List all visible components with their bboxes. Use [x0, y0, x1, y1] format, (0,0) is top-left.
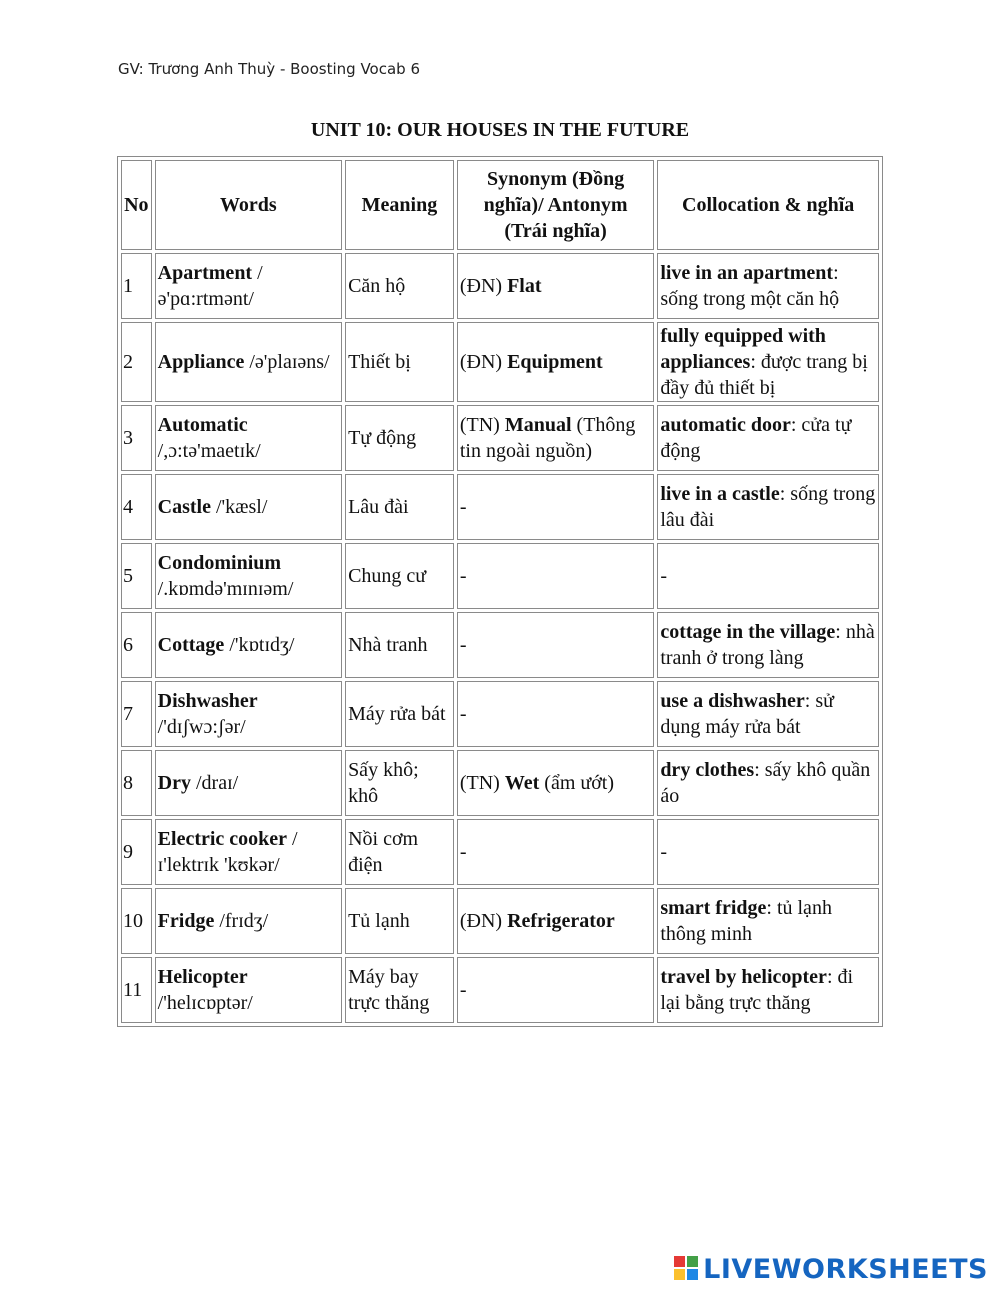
synonym-note: (Thông tin ngoài nguồn) — [459, 414, 636, 462]
collocation-phrase: smart fridge — [660, 897, 767, 919]
synonym-prefix: - — [459, 841, 467, 863]
cell-synonym — [457, 819, 654, 885]
cell-word — [155, 888, 342, 954]
cell-no: 7 — [121, 681, 152, 747]
collocation-meaning: : sấy khô quần áo — [660, 759, 871, 807]
cell-meaning: Lâu đài — [345, 474, 454, 540]
logo-square-yellow — [674, 1269, 685, 1280]
cell-collocation — [657, 612, 879, 678]
table-row — [121, 819, 879, 885]
cell-word — [155, 819, 342, 885]
table-body — [121, 253, 879, 1023]
collocation-meaning: : đi lại bằng trực thăng — [660, 966, 854, 1014]
logo-square-blue — [687, 1269, 698, 1280]
synonym-note: (ẩm ướt) — [539, 772, 615, 794]
cell-no: 8 — [121, 750, 152, 816]
vocabulary-table — [117, 156, 883, 1027]
table-header-row — [121, 160, 879, 250]
word-ipa: /'dɪʃwɔ:ʃər/ — [157, 716, 246, 738]
cell-no: 5 — [121, 543, 152, 609]
table-row — [121, 888, 879, 954]
collocation-phrase: cottage in the village — [660, 621, 836, 643]
page-title: UNIT 10: OUR HOUSES IN THE FUTURE — [310, 119, 690, 141]
header-collocation: Collocation & nghĩa — [657, 160, 879, 250]
word-text: Dry — [157, 772, 191, 794]
collocation-meaning: : nhà tranh ở trong làng — [660, 621, 875, 669]
word-ipa: /ə'pɑ:rtmənt/ — [157, 262, 263, 310]
cell-no: 9 — [121, 819, 152, 885]
word-text: Electric cooker — [157, 828, 288, 850]
word-text: Dishwasher — [157, 690, 258, 712]
collocation-meaning: : cửa tự động — [660, 414, 852, 462]
cell-meaning: Sấy khô; khô — [345, 750, 454, 816]
synonym-prefix: - — [459, 979, 467, 1001]
cell-synonym — [457, 543, 654, 609]
word-text: Helicopter — [157, 966, 248, 988]
collocation-meaning: : sống trong một căn hộ — [660, 262, 840, 310]
synonym-word: Refrigerator — [507, 910, 615, 932]
collocation-meaning: : sống trong lâu đài — [660, 483, 876, 531]
synonym-prefix: - — [459, 703, 467, 725]
cell-collocation — [657, 405, 879, 471]
synonym-word: Manual — [504, 414, 572, 436]
cell-synonym — [457, 405, 654, 471]
word-ipa: /draɪ/ — [191, 772, 239, 794]
table-row — [121, 612, 879, 678]
cell-word — [155, 543, 342, 609]
collocation-meaning: : tủ lạnh thông minh — [660, 897, 832, 945]
page-header: GV: Trương Anh Thuỳ - Boosting Vocab 6 — [118, 60, 420, 78]
cell-synonym — [457, 474, 654, 540]
cell-meaning: Máy rửa bát — [345, 681, 454, 747]
word-text: Cottage — [157, 634, 225, 656]
cell-collocation — [657, 543, 879, 609]
logo-square-red — [674, 1256, 685, 1267]
cell-no: 2 — [121, 322, 152, 402]
cell-word — [155, 681, 342, 747]
collocation-meaning: : sử dụng máy rửa bát — [660, 690, 834, 738]
cell-collocation — [657, 888, 879, 954]
liveworksheets-logo — [674, 1254, 988, 1284]
header-words: Words — [155, 160, 342, 250]
table-row — [121, 474, 879, 540]
logo-text: LIVEWORKSHEETS — [703, 1253, 988, 1285]
cell-word — [155, 405, 342, 471]
cell-no: 6 — [121, 612, 152, 678]
word-ipa: /.kɒmdə'mɪnɪəm/ — [157, 578, 294, 600]
cell-synonym — [457, 612, 654, 678]
table-row — [121, 681, 879, 747]
collocation-phrase: use a dishwasher — [660, 690, 805, 712]
table-row — [121, 405, 879, 471]
word-ipa: /ɪ'lektrɪk 'kʊkər/ — [157, 828, 298, 876]
synonym-prefix: (ĐN) — [459, 351, 508, 373]
cell-word — [155, 612, 342, 678]
cell-synonym — [457, 957, 654, 1023]
cell-meaning: Tự động — [345, 405, 454, 471]
cell-synonym — [457, 888, 654, 954]
cell-collocation — [657, 681, 879, 747]
cell-synonym — [457, 750, 654, 816]
collocation-phrase: fully equipped with appliances — [660, 325, 826, 373]
collocation-phrase: live in an apartment — [660, 262, 834, 284]
table-row — [121, 957, 879, 1023]
synonym-prefix: - — [459, 565, 467, 587]
collocation-phrase: automatic door — [660, 414, 791, 436]
word-ipa: /'kæsl/ — [211, 496, 268, 518]
cell-no: 4 — [121, 474, 152, 540]
word-text: Fridge — [157, 910, 215, 932]
cell-word — [155, 253, 342, 319]
synonym-prefix: (TN) — [459, 772, 505, 794]
word-ipa: /'helɪcɒptər/ — [157, 992, 253, 1014]
cell-word — [155, 750, 342, 816]
word-text: Appliance — [157, 351, 245, 373]
cell-meaning: Nồi cơm điện — [345, 819, 454, 885]
cell-synonym — [457, 322, 654, 402]
header-no: No — [121, 160, 152, 250]
word-text: Condominium — [157, 552, 282, 574]
cell-no: 3 — [121, 405, 152, 471]
collocation-phrase: dry clothes — [660, 759, 755, 781]
cell-collocation — [657, 957, 879, 1023]
cell-meaning: Máy bay trực thăng — [345, 957, 454, 1023]
collocation-phrase: live in a castle — [660, 483, 780, 505]
table-row — [121, 750, 879, 816]
cell-collocation — [657, 819, 879, 885]
cell-word — [155, 474, 342, 540]
cell-meaning: Căn hộ — [345, 253, 454, 319]
synonym-prefix: (ĐN) — [459, 910, 508, 932]
cell-synonym — [457, 253, 654, 319]
word-text: Apartment — [157, 262, 253, 284]
collocation-phrase: travel by helicopter — [660, 966, 827, 988]
synonym-prefix: (ĐN) — [459, 275, 508, 297]
word-text: Automatic — [157, 414, 248, 436]
word-text: Castle — [157, 496, 211, 518]
cell-meaning: Chung cư — [345, 543, 454, 609]
cell-meaning: Nhà tranh — [345, 612, 454, 678]
word-ipa: /ə'plaɪəns/ — [244, 351, 330, 373]
synonym-prefix: (TN) — [459, 414, 505, 436]
cell-collocation — [657, 253, 879, 319]
word-ipa: /frɪdʒ/ — [214, 910, 269, 932]
table-row — [121, 543, 879, 609]
cell-collocation — [657, 750, 879, 816]
synonym-word: Flat — [507, 275, 542, 297]
collocation-meaning: - — [660, 841, 667, 863]
cell-collocation — [657, 474, 879, 540]
synonym-word: Wet — [504, 772, 540, 794]
cell-no: 11 — [121, 957, 152, 1023]
cell-word — [155, 322, 342, 402]
cell-no: 10 — [121, 888, 152, 954]
synonym-word: Equipment — [507, 351, 603, 373]
word-ipa: /'kɒtɪdʒ/ — [224, 634, 295, 656]
cell-collocation — [657, 322, 879, 402]
cell-word — [155, 957, 342, 1023]
word-ipa: /,ɔ:tə'maetɪk/ — [157, 440, 261, 462]
cell-meaning: Tủ lạnh — [345, 888, 454, 954]
liveworksheets-mark-icon — [674, 1256, 700, 1282]
cell-meaning: Thiết bị — [345, 322, 454, 402]
logo-square-green — [687, 1256, 698, 1267]
collocation-meaning: : được trang bị đầy đủ thiết bị — [660, 351, 868, 399]
header-meaning: Meaning — [345, 160, 454, 250]
cell-no: 1 — [121, 253, 152, 319]
collocation-meaning: - — [660, 565, 667, 587]
synonym-prefix: - — [459, 496, 467, 518]
header-synonym-antonym: Synonym (Đồng nghĩa)/ Antonym (Trái nghĩa) — [457, 160, 654, 250]
table-row — [121, 322, 879, 402]
cell-synonym — [457, 681, 654, 747]
synonym-prefix: - — [459, 634, 467, 656]
table-row — [121, 253, 879, 319]
